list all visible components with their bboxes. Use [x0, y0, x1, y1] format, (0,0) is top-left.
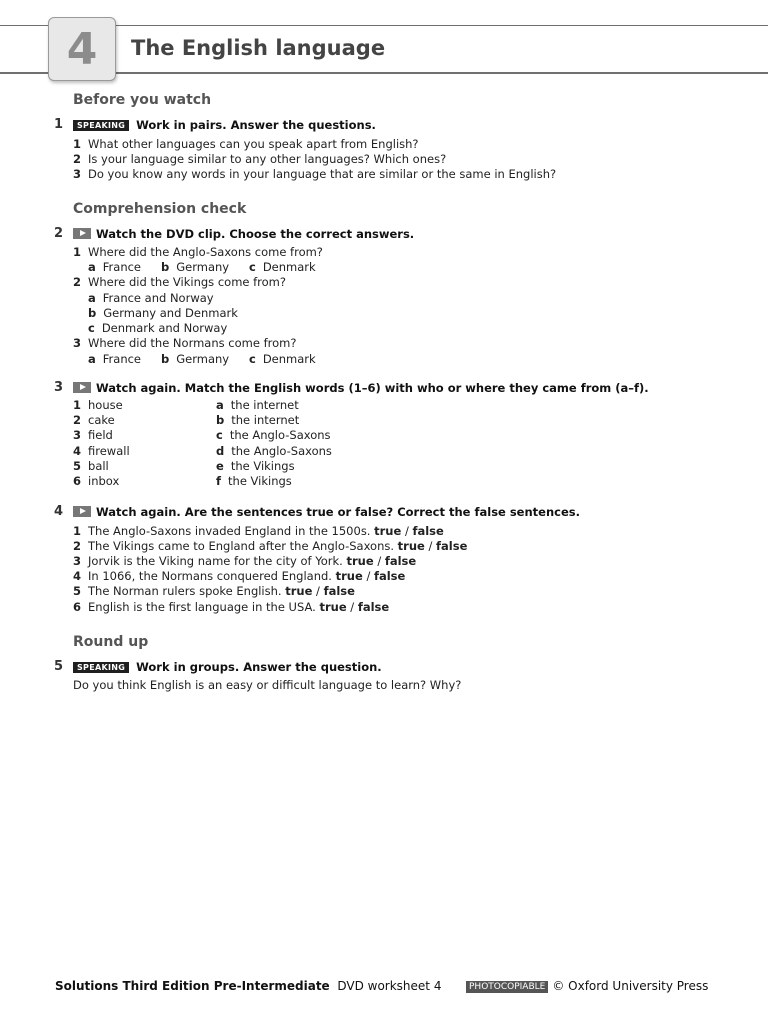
exercise-number: 3 [54, 380, 64, 395]
true-false-item [73, 600, 389, 614]
true-false-item [73, 554, 416, 568]
option-letter: a [88, 352, 96, 366]
option-letter: c [249, 260, 256, 274]
exercise-instruction [73, 227, 414, 241]
item-number: 2 [73, 275, 82, 289]
item-number: 2 [73, 413, 82, 427]
instruction-text: Work in groups. Answer the question. [136, 660, 382, 674]
item-number: 2 [73, 539, 82, 553]
tf-separator: / [366, 569, 371, 583]
item-number: 6 [73, 600, 82, 614]
match-word [73, 413, 115, 427]
item-text: What other languages can you speak apart from English? [88, 137, 419, 151]
option-text: Denmark [262, 352, 316, 366]
option-letter: e [216, 459, 224, 473]
option-text: the Anglo-Saxons [231, 444, 332, 458]
true-false-item [73, 539, 467, 553]
option-text: Denmark and Norway [101, 321, 228, 335]
section-heading-roundup: Round up [73, 634, 149, 650]
option-c [88, 321, 227, 335]
option-text: Germany [176, 352, 230, 366]
option-letter: a [216, 398, 224, 412]
option-text: Denmark [262, 260, 316, 274]
photocopiable-badge: PHOTOCOPIABLE [466, 981, 548, 993]
item-text: English is the first language in the USA. [88, 600, 316, 614]
item-number: 6 [73, 474, 82, 488]
false-option[interactable]: false [384, 554, 417, 568]
option-text: France and Norway [102, 291, 214, 305]
unit-number-box [48, 17, 116, 81]
question-item [73, 152, 446, 166]
exercise-instruction [73, 381, 649, 395]
exercise-instruction [73, 118, 376, 132]
item-text: Where did the Anglo-Saxons come from? [88, 245, 323, 259]
item-text: The Anglo-Saxons invaded England in the 1500s. [88, 524, 371, 538]
false-option[interactable]: false [412, 524, 444, 538]
item-text: The Vikings came to England after the Anglo-Saxons. [88, 539, 395, 553]
item-text: Where did the Vikings come from? [88, 275, 286, 289]
instruction-text: Watch the DVD clip. Choose the correct answers. [96, 227, 415, 241]
unit-number: 4 [66, 23, 98, 75]
option-text: the internet [230, 398, 299, 412]
question-item [73, 167, 556, 181]
true-option[interactable]: true [319, 600, 347, 614]
match-origin [216, 413, 299, 427]
option-letter: b [161, 260, 170, 274]
true-false-item [73, 524, 444, 538]
instruction-text: Watch again. Match the English words (1–6) with who or where they came from (a–f). [96, 381, 649, 395]
item-number: 3 [73, 428, 82, 442]
option-b [88, 306, 238, 320]
item-number: 3 [73, 554, 82, 568]
option-b [161, 352, 229, 366]
match-origin [216, 459, 295, 473]
true-option[interactable]: true [374, 524, 402, 538]
match-word [73, 398, 123, 412]
option-text: the Vikings [230, 459, 295, 473]
match-origin [216, 398, 299, 412]
exercise-instruction [73, 505, 580, 519]
exercise-instruction [73, 660, 382, 674]
false-option[interactable]: false [373, 569, 406, 583]
item-text: inbox [88, 474, 120, 488]
instruction-text: Work in pairs. Answer the questions. [136, 118, 376, 132]
item-text: Is your language similar to any other languages? Which ones? [88, 152, 447, 166]
exercise-number: 5 [54, 659, 64, 674]
item-number: 4 [73, 569, 82, 583]
option-letter: a [88, 291, 96, 305]
item-number: 1 [73, 245, 82, 259]
item-number: 1 [73, 137, 82, 151]
copyright-text: © Oxford University Press [552, 979, 709, 993]
option-text: France [102, 352, 142, 366]
worksheet-label: DVD worksheet 4 [337, 979, 442, 993]
option-letter: f [216, 474, 222, 488]
option-letter: c [88, 321, 95, 335]
option-letter: c [249, 352, 256, 366]
option-letter: b [88, 306, 97, 320]
item-number: 1 [73, 398, 82, 412]
play-icon [73, 228, 91, 239]
option-text: the Vikings [228, 474, 292, 488]
question-item [73, 275, 286, 289]
true-false-item [73, 584, 355, 598]
true-option[interactable]: true [346, 554, 374, 568]
instruction-text: Watch again. Are the sentences true or false? Correct the false sentences. [96, 505, 580, 519]
true-option[interactable]: true [285, 584, 313, 598]
tf-separator: / [316, 584, 320, 598]
item-text: house [88, 398, 123, 412]
tf-separator: / [404, 524, 409, 538]
tf-separator: / [350, 600, 355, 614]
footer-copyright [466, 979, 708, 993]
item-number: 5 [73, 584, 82, 598]
play-icon [73, 382, 91, 393]
item-number: 4 [73, 444, 82, 458]
item-text: In 1066, the Normans conquered England. [88, 569, 332, 583]
option-text: Germany and Denmark [103, 306, 238, 320]
exercise-number: 1 [54, 117, 64, 132]
item-text: Jorvik is the Viking name for the city of York. [88, 554, 343, 568]
section-heading-comprehension: Comprehension check [73, 201, 247, 217]
option-letter: d [216, 444, 225, 458]
item-number: 1 [73, 524, 82, 538]
match-word [73, 428, 113, 442]
option-text: the Anglo-Saxons [229, 428, 331, 442]
tf-separator: / [377, 554, 382, 568]
match-word [73, 474, 119, 488]
match-origin [216, 444, 332, 458]
speaking-badge: SPEAKING [73, 662, 129, 673]
match-word [73, 459, 109, 473]
option-text: Germany [176, 260, 230, 274]
item-number: 5 [73, 459, 82, 473]
item-text: cake [88, 413, 115, 427]
option-b [161, 260, 229, 274]
section-heading-before: Before you watch [73, 92, 212, 108]
item-text: firewall [88, 444, 130, 458]
true-option[interactable]: true [397, 539, 425, 553]
footer-book-info [55, 979, 441, 993]
option-a [88, 291, 214, 305]
option-letter: b [216, 413, 225, 427]
match-word [73, 444, 130, 458]
true-false-item [73, 569, 405, 583]
book-title: Solutions Third Edition Pre-Intermediate [55, 979, 330, 993]
option-c [249, 260, 316, 274]
exercise-number: 2 [54, 226, 64, 241]
false-option[interactable]: false [323, 584, 355, 598]
option-letter: c [216, 428, 223, 442]
question-item [73, 245, 323, 259]
tf-separator: / [428, 539, 433, 553]
play-icon [73, 506, 91, 517]
option-letter: b [161, 352, 170, 366]
option-a [88, 352, 141, 366]
discussion-question: Do you think English is an easy or difficult language to learn? Why? [73, 678, 462, 692]
option-c [249, 352, 316, 366]
option-text: France [102, 260, 142, 274]
item-number: 3 [73, 336, 82, 350]
item-number: 2 [73, 152, 82, 166]
option-text: the internet [231, 413, 300, 427]
question-item [73, 336, 296, 350]
item-text: Do you know any words in your language that are similar or the same in English? [88, 167, 557, 181]
speaking-badge: SPEAKING [73, 120, 129, 131]
page-title: The English language [131, 36, 386, 60]
match-origin [216, 474, 292, 488]
exercise-number: 4 [54, 504, 64, 519]
option-letter: a [88, 260, 96, 274]
item-text: ball [88, 459, 109, 473]
question-item [73, 137, 419, 151]
item-number: 3 [73, 167, 82, 181]
item-text: The Norman rulers spoke English. [88, 584, 282, 598]
true-option[interactable]: true [335, 569, 363, 583]
match-origin [216, 428, 331, 442]
item-text: Where did the Normans come from? [88, 336, 297, 350]
false-option[interactable]: false [357, 600, 390, 614]
false-option[interactable]: false [436, 539, 468, 553]
item-text: field [88, 428, 113, 442]
option-a [88, 260, 141, 274]
